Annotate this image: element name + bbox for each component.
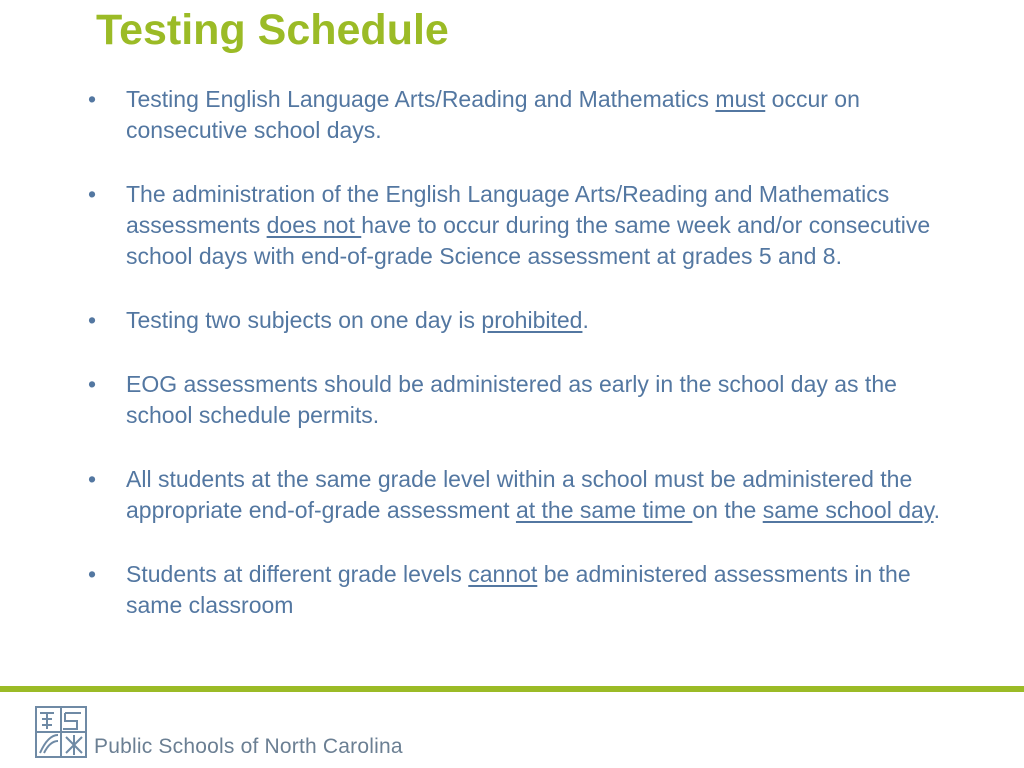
- bullet-emphasis: must: [715, 86, 766, 112]
- bullet-text: All students at the same grade level within a school must be administered the appropriate end-of-grade assessment: [126, 466, 913, 523]
- bullet-text: EOG assessments should be administered as early in the school day as the school schedule permits.: [126, 371, 897, 428]
- bullet-text: The administration of the English Language Arts/Reading and Mathematics assessments: [126, 181, 890, 238]
- bullet-text: Testing two subjects on one day is: [126, 307, 482, 333]
- organization-name: Public Schools of North Carolina: [94, 735, 403, 758]
- bullet-text: .: [582, 307, 589, 333]
- nc-public-schools-logo-icon: [34, 705, 88, 759]
- bullet-text: be administered assessments in the same classroom: [126, 561, 911, 618]
- slide-title: Testing Schedule: [96, 6, 449, 54]
- bullet-list: [88, 84, 948, 621]
- bullet-text: .: [933, 497, 940, 523]
- bullet-emphasis: at the same time: [515, 497, 693, 523]
- bullet-item: [88, 179, 948, 272]
- bullet-emphasis: same school day: [762, 497, 934, 523]
- bullet-text: on the: [692, 497, 763, 523]
- bullet-text: occur on consecutive school days.: [126, 86, 860, 143]
- bullet-item: [88, 559, 948, 621]
- bullet-item: [88, 84, 948, 146]
- bullet-item: [88, 369, 948, 431]
- bullet-text: have to occur during the same week and/or consecutive school days with end-of-grade Science assessment at grades 5 and 8.: [126, 212, 931, 269]
- bullet-item: [88, 305, 948, 336]
- footer-divider: [0, 686, 1024, 692]
- bullet-emphasis: prohibited: [481, 307, 583, 333]
- bullet-emphasis: does not: [266, 212, 362, 238]
- bullet-text: Testing English Language Arts/Reading and Mathematics: [126, 86, 716, 112]
- bullet-item: [88, 464, 948, 526]
- bullet-emphasis: cannot: [468, 561, 538, 587]
- bullet-text: Students at different grade levels: [126, 561, 469, 587]
